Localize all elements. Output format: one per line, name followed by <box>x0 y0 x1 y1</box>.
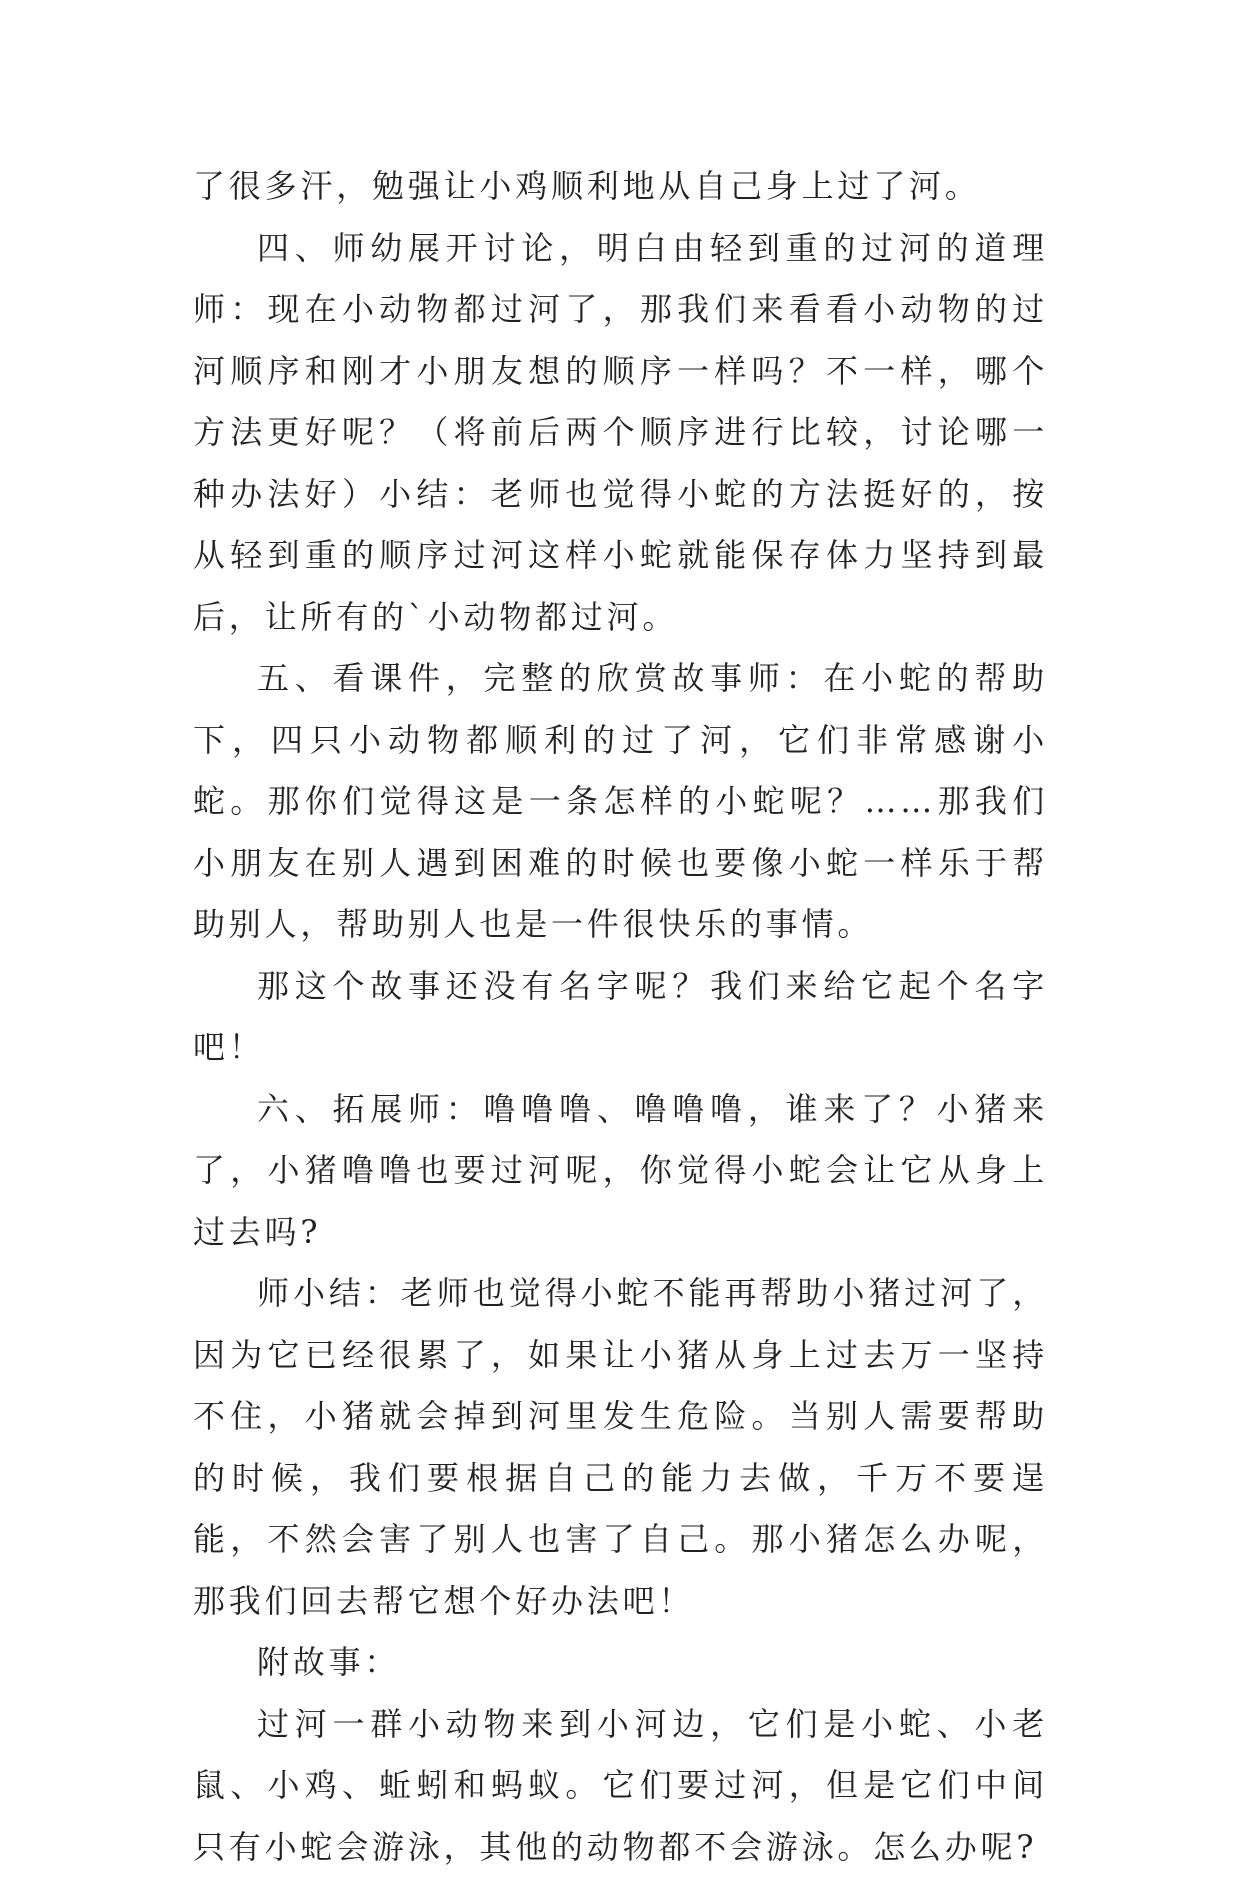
paragraph-appendix-story: 过河一群小动物来到小河边，它们是小蛇、小老鼠、小鸡、蚯蚓和蚂蚁。它们要过河，但是它们中间只有小蛇会游泳，其他的动物都不会游泳。怎么办呢? <box>193 1694 1048 1878</box>
paragraph-section-four: 四、师幼展开讨论，明白由轻到重的过河的道理师：现在小动物都过河了，那我们来看看小动物的过河顺序和刚才小朋友想的顺序一样吗？不一样，哪个方法更好呢？（将前后两个顺序进行比较，讨论哪一种办法好）小结：老师也觉得小蛇的方法挺好的，按从轻到重的顺序过河这样小蛇就能保存体力坚持到最后，让所有的`小动物都过河。 <box>193 218 1048 649</box>
paragraph-story-name: 那这个故事还没有名字呢？我们来给它起个名字吧！ <box>193 956 1048 1079</box>
paragraph-teacher-summary: 师小结：老师也觉得小蛇不能再帮助小猪过河了，因为它已经很累了，如果让小猪从身上过去万一坚持不住，小猪就会掉到河里发生危险。当别人需要帮助的时候，我们要根据自己的能力去做，千万不要逞能，不然会害了别人也害了自己。那小猪怎么办呢，那我们回去帮它想个好办法吧！ <box>193 1263 1048 1632</box>
paragraph-section-five: 五、看课件，完整的欣赏故事师：在小蛇的帮助下，四只小动物都顺利的过了河，它们非常感谢小蛇。那你们觉得这是一条怎样的小蛇呢？……那我们小朋友在别人遇到困难的时候也要像小蛇一样乐于帮助别人，帮助别人也是一件很快乐的事情。 <box>193 648 1048 956</box>
paragraph-section-six: 六、拓展师：噜噜噜、噜噜噜，谁来了？小猪来了，小猪噜噜也要过河呢，你觉得小蛇会让它从身上过去吗? <box>193 1079 1048 1264</box>
paragraph-continuation: 了很多汗，勉强让小鸡顺利地从自己身上过了河。 <box>193 156 1048 218</box>
document-body <box>193 156 1048 1878</box>
paragraph-appendix-heading: 附故事： <box>193 1632 1048 1694</box>
